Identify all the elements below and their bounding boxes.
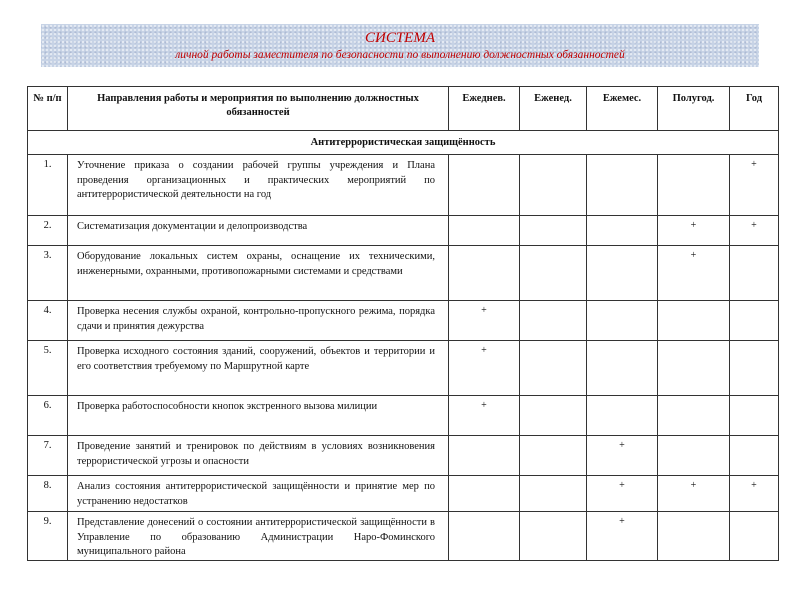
- table-row: [28, 216, 779, 246]
- row-mark-monthly: +: [587, 512, 658, 561]
- document-subtitle: личной работы заместителя по безопасности по выполнению должностных обязанностей: [175, 49, 625, 61]
- col-header-weekly: Еженед.: [520, 87, 587, 131]
- row-mark-year: +: [730, 155, 779, 216]
- row-description: Проверка исходного состояния зданий, сооружений, объектов и территории и его соответствия требуемому по Маршрутной карте: [68, 341, 449, 396]
- row-mark-weekly: [520, 246, 587, 301]
- col-header-year: Год: [730, 87, 779, 131]
- table-row: [28, 396, 779, 436]
- row-mark-halfyear: [658, 396, 730, 436]
- row-mark-halfyear: +: [658, 246, 730, 301]
- row-mark-daily: +: [449, 341, 520, 396]
- duties-table: [27, 86, 779, 561]
- row-mark-year: [730, 396, 779, 436]
- row-number: 1.: [28, 155, 68, 216]
- col-header-directions: Направления работы и мероприятия по выполнению должностных обязанностей: [68, 87, 449, 131]
- section-title: Антитеррористическая защищённость: [28, 131, 779, 155]
- header-row: [28, 87, 779, 131]
- table-row: [28, 436, 779, 476]
- row-mark-monthly: [587, 155, 658, 216]
- row-mark-monthly: +: [587, 476, 658, 512]
- row-mark-year: [730, 436, 779, 476]
- row-number: 3.: [28, 246, 68, 301]
- row-mark-weekly: [520, 436, 587, 476]
- row-mark-weekly: [520, 396, 587, 436]
- row-mark-monthly: [587, 341, 658, 396]
- row-mark-halfyear: +: [658, 216, 730, 246]
- col-header-num: № п/п: [28, 87, 68, 131]
- row-mark-weekly: [520, 476, 587, 512]
- section-row: [28, 131, 779, 155]
- row-description: Уточнение приказа о создании рабочей группы учреждения и Плана проведения организационных и практических мероприятий по антитеррористической деятельности на год: [68, 155, 449, 216]
- row-mark-weekly: [520, 301, 587, 341]
- table-row: [28, 476, 779, 512]
- document-title: СИСТЕМА: [364, 30, 435, 46]
- row-mark-weekly: [520, 341, 587, 396]
- row-mark-halfyear: [658, 436, 730, 476]
- row-description: Проведение занятий и тренировок по действиям в условиях возникновения террористической угрозы и опасности: [68, 436, 449, 476]
- row-description: Систематизация документации и делопроизводства: [68, 216, 449, 246]
- row-mark-monthly: [587, 301, 658, 341]
- row-mark-halfyear: [658, 512, 730, 561]
- row-mark-halfyear: +: [658, 476, 730, 512]
- row-mark-halfyear: [658, 155, 730, 216]
- table-row: [28, 301, 779, 341]
- title-banner: [41, 24, 759, 67]
- row-number: 7.: [28, 436, 68, 476]
- row-mark-daily: +: [449, 301, 520, 341]
- table-row: [28, 246, 779, 301]
- row-number: 2.: [28, 216, 68, 246]
- table-row: [28, 155, 779, 216]
- row-description: Анализ состояния антитеррористической защищённости и принятие мер по устранению недостатков: [68, 476, 449, 512]
- row-mark-monthly: [587, 216, 658, 246]
- table-row: [28, 512, 779, 561]
- row-mark-year: +: [730, 216, 779, 246]
- row-number: 4.: [28, 301, 68, 341]
- row-mark-daily: [449, 246, 520, 301]
- row-number: 6.: [28, 396, 68, 436]
- row-mark-daily: [449, 512, 520, 561]
- row-description: Проверка работоспособности кнопок экстренного вызова милиции: [68, 396, 449, 436]
- row-mark-year: +: [730, 476, 779, 512]
- row-mark-year: [730, 301, 779, 341]
- table-row: [28, 341, 779, 396]
- row-mark-daily: [449, 216, 520, 246]
- row-description: Проверка несения службы охраной, контрольно-пропускного режима, порядка сдачи и принятия дежурства: [68, 301, 449, 341]
- row-number: 9.: [28, 512, 68, 561]
- row-mark-daily: +: [449, 396, 520, 436]
- row-mark-halfyear: [658, 301, 730, 341]
- row-mark-daily: [449, 436, 520, 476]
- row-mark-daily: [449, 155, 520, 216]
- row-mark-daily: [449, 476, 520, 512]
- row-mark-weekly: [520, 512, 587, 561]
- row-mark-monthly: +: [587, 436, 658, 476]
- row-mark-weekly: [520, 155, 587, 216]
- row-mark-year: [730, 512, 779, 561]
- row-number: 8.: [28, 476, 68, 512]
- row-number: 5.: [28, 341, 68, 396]
- col-header-halfyear: Полугод.: [658, 87, 730, 131]
- col-header-daily: Ежеднев.: [449, 87, 520, 131]
- row-mark-year: [730, 341, 779, 396]
- row-mark-monthly: [587, 246, 658, 301]
- col-header-monthly: Ежемес.: [587, 87, 658, 131]
- row-mark-monthly: [587, 396, 658, 436]
- row-description: Представление донесений о состоянии антитеррористической защищённости в Управление по образованию Администрации Наро-Фоминского муниципального района: [68, 512, 449, 561]
- row-mark-halfyear: [658, 341, 730, 396]
- row-mark-year: [730, 246, 779, 301]
- row-description: Оборудование локальных систем охраны, оснащение их техническими, инженерными, охранными, противопожарными системами и средствами: [68, 246, 449, 301]
- row-mark-weekly: [520, 216, 587, 246]
